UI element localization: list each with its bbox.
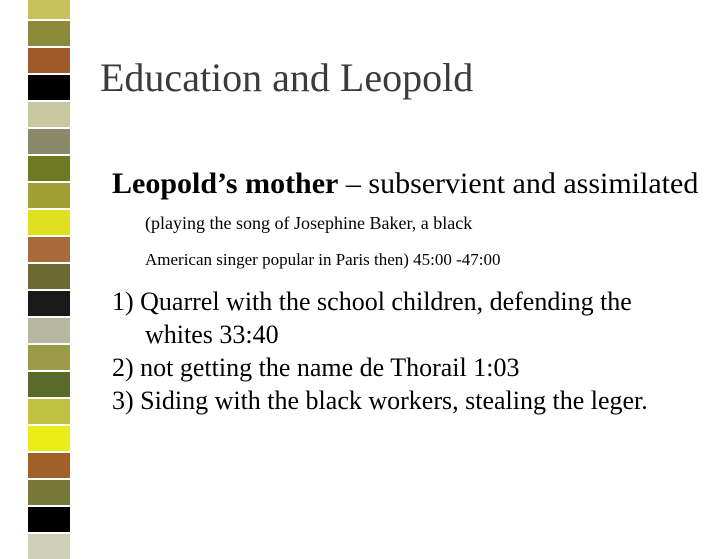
intro-dash: – (338, 167, 369, 200)
intro-bold-lead: Leopold’s mother (112, 167, 339, 200)
strip-block (28, 75, 70, 100)
strip-block (28, 534, 70, 559)
strip-block (28, 426, 70, 451)
strip-block (28, 318, 70, 343)
strip-block (28, 0, 70, 19)
strip-block (28, 48, 70, 73)
slide-title: Education and Leopold (100, 55, 474, 100)
strip-block (28, 102, 70, 127)
strip-block (28, 480, 70, 505)
strip-block (28, 264, 70, 289)
strip-block (28, 237, 70, 262)
strip-block (28, 372, 70, 397)
strip-block (28, 345, 70, 370)
strip-block (28, 156, 70, 181)
strip-block (28, 399, 70, 424)
list-item: 3) Siding with the black workers, stealing the leger. (112, 386, 648, 416)
strip-block (28, 291, 70, 316)
strip-block (28, 21, 70, 46)
intro-paragraph (112, 166, 702, 274)
strip-block (28, 183, 70, 208)
list-item: 1) Quarrel with the school children, defending the whites 33:40 (112, 287, 632, 350)
item-list (112, 285, 702, 417)
strip-block (28, 210, 70, 235)
strip-block (28, 507, 70, 532)
strip-block (28, 453, 70, 478)
strip-block (28, 129, 70, 154)
list-item: 2) not getting the name de Thorail 1:03 (112, 353, 520, 383)
intro-note-2: American singer popular in Paris then) 45:00 -47:00 (145, 250, 501, 269)
intro-text: subservient and assimilated (368, 167, 699, 200)
intro-note-1: (playing the song of Josephine Baker, a black (145, 213, 473, 233)
decorative-color-strip (28, 0, 70, 554)
